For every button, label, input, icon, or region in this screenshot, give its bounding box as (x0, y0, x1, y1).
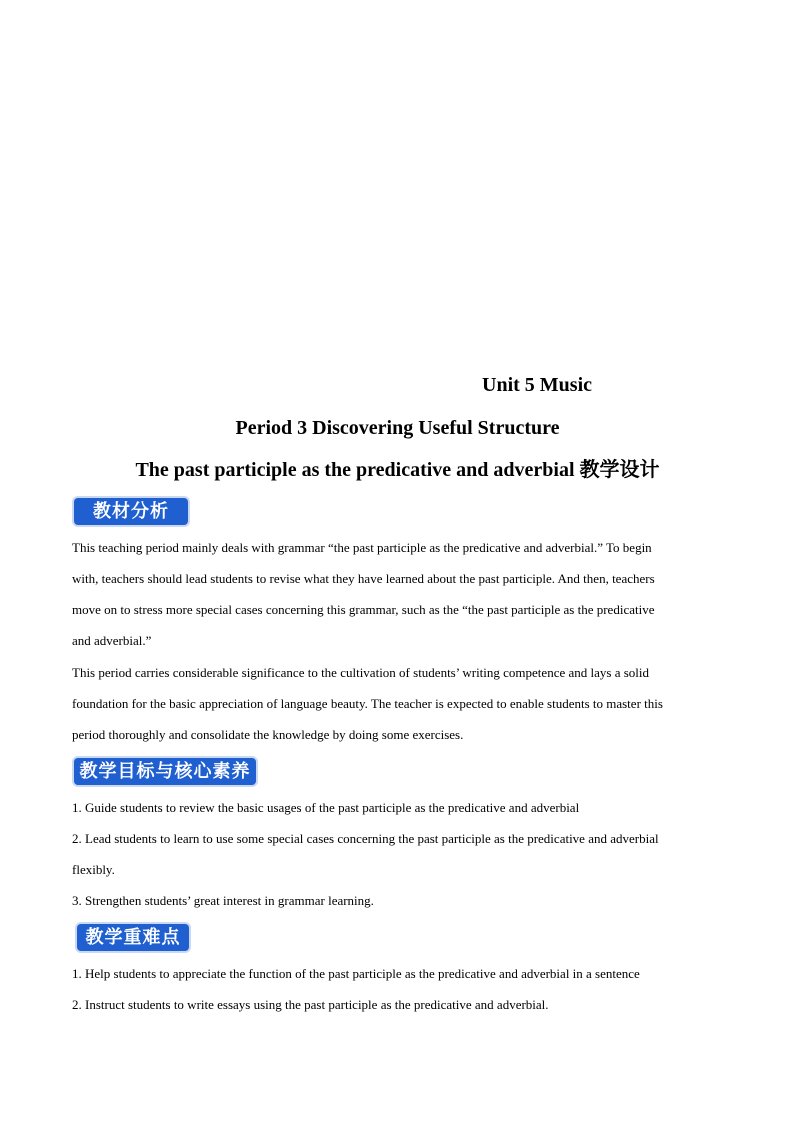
period-title: Period 3 Discovering Useful Structure (235, 417, 560, 439)
analysis-line: foundation for the basic appreciation of language beauty. The teacher is expected to enable students to master this (72, 696, 663, 711)
key-point-line: 1. Help students to appreciate the function of the past participle as the predicative and adverbial in a sentence (72, 966, 640, 981)
section-badge-analysis: 教材分析 (74, 498, 188, 525)
analysis-line: and adverbial.” (72, 633, 152, 648)
objective-line: 2. Lead students to learn to use some special cases concerning the past participle as the predicative and adverbial (72, 831, 659, 846)
objective-line: 3. Strengthen students’ great interest in grammar learning. (72, 893, 374, 908)
analysis-line: This teaching period mainly deals with grammar “the past participle as the predicative and adverbial.” To begin (72, 540, 652, 555)
analysis-line: This period carries considerable significance to the cultivation of students’ writing competence and lays a solid (72, 665, 649, 680)
section-badge-objectives: 教学目标与核心素养 (74, 758, 256, 785)
section-badge-key-points: 教学重难点 (77, 924, 189, 951)
objective-line: 1. Guide students to review the basic usages of the past participle as the predicative and adverbial (72, 800, 580, 815)
topic-title: The past participle as the predicative and adverbial 教学设计 (135, 459, 660, 481)
analysis-line: period thoroughly and consolidate the knowledge by doing some exercises. (72, 727, 464, 742)
analysis-line: with, teachers should lead students to revise what they have learned about the past participle. And then, teachers (72, 571, 655, 586)
analysis-line: move on to stress more special cases concerning this grammar, such as the “the past participle as the predicative (72, 602, 655, 617)
unit-title: Unit 5 Music (482, 374, 592, 396)
objective-line: flexibly. (72, 862, 115, 877)
key-point-line: 2. Instruct students to write essays using the past participle as the predicative and adverbial. (72, 997, 549, 1012)
